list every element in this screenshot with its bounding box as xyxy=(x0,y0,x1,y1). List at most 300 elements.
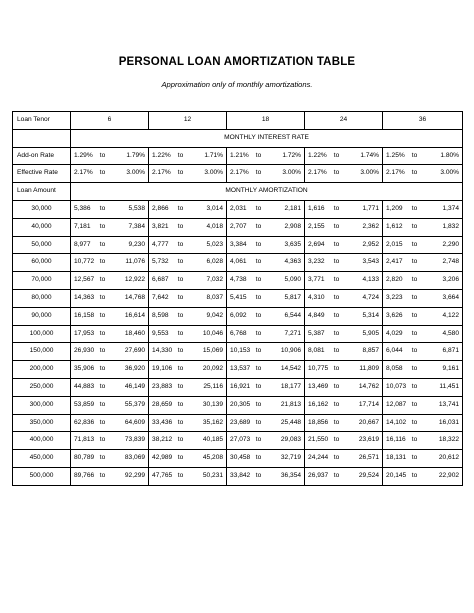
to-separator: to xyxy=(99,436,106,444)
amortization-high: 2,290 xyxy=(422,236,463,254)
amortization-low: 23,883 xyxy=(149,378,174,396)
to-separator: to xyxy=(255,276,262,284)
to-separator: to xyxy=(411,382,418,390)
to-separator: to xyxy=(333,436,340,444)
amortization-low: 2,015 xyxy=(383,236,408,254)
amortization-high: 3,206 xyxy=(422,272,463,290)
amortization-low: 5,415 xyxy=(227,289,252,307)
amortization-high: 8,037 xyxy=(188,289,227,307)
rate-low: 1.25% xyxy=(383,147,408,165)
amortization-high: 26,571 xyxy=(344,450,383,468)
amortization-low: 2,820 xyxy=(383,272,408,290)
amortization-low: 3,223 xyxy=(383,289,408,307)
amortization-low: 10,772 xyxy=(71,254,96,272)
amortization-low: 13,469 xyxy=(305,378,330,396)
to-separator: to xyxy=(333,329,340,337)
table-row xyxy=(13,378,463,396)
amortization-low: 1,616 xyxy=(305,200,330,218)
amortization-high: 55,379 xyxy=(110,396,149,414)
to-separator: to xyxy=(255,329,262,337)
to-separator: to xyxy=(411,276,418,284)
amortization-low: 16,921 xyxy=(227,378,252,396)
to-separator: to xyxy=(255,311,262,319)
to-separator: to xyxy=(255,169,262,177)
table-row xyxy=(13,450,463,468)
amortization-low: 2,866 xyxy=(149,200,174,218)
table-row xyxy=(13,236,463,254)
amortization-high: 64,609 xyxy=(110,414,149,432)
to-separator: to xyxy=(333,454,340,462)
to-separator: to xyxy=(99,204,106,212)
to-separator: to xyxy=(99,240,106,248)
amortization-high: 4,724 xyxy=(344,289,383,307)
loan-amount-cell: 100,000 xyxy=(13,325,71,343)
table-row xyxy=(13,343,463,361)
to-separator: to xyxy=(411,258,418,266)
loan-amount-cell: 90,000 xyxy=(13,307,71,325)
rate-low: 2.17% xyxy=(305,165,330,183)
rate-low: 1.21% xyxy=(227,147,252,165)
table-row xyxy=(13,414,463,432)
amortization-low: 14,330 xyxy=(149,343,174,361)
amortization-high: 1,832 xyxy=(422,218,463,236)
rate-low: 1.22% xyxy=(305,147,330,165)
amortization-low: 80,789 xyxy=(71,450,96,468)
amortization-high: 3,664 xyxy=(422,289,463,307)
amortization-high: 11,809 xyxy=(344,361,383,379)
loan-amount-cell: 50,000 xyxy=(13,236,71,254)
loan-amount-cell: 30,000 xyxy=(13,200,71,218)
amortization-high: 73,839 xyxy=(110,432,149,450)
amortization-high: 5,905 xyxy=(344,325,383,343)
to-separator: to xyxy=(177,347,184,355)
amortization-low: 16,158 xyxy=(71,307,96,325)
amortization-high: 5,538 xyxy=(110,200,149,218)
amortization-low: 10,775 xyxy=(305,361,330,379)
amortization-high: 9,042 xyxy=(188,307,227,325)
amortization-low: 3,232 xyxy=(305,254,330,272)
amortization-low: 42,989 xyxy=(149,450,174,468)
amortization-high: 8,857 xyxy=(344,343,383,361)
amortization-low: 14,363 xyxy=(71,289,96,307)
amortization-low: 10,153 xyxy=(227,343,252,361)
to-separator: to xyxy=(411,347,418,355)
amortization-low: 2,155 xyxy=(305,218,330,236)
amortization-high: 20,667 xyxy=(344,414,383,432)
loan-amount-cell: 150,000 xyxy=(13,343,71,361)
to-separator: to xyxy=(177,311,184,319)
amortization-low: 6,768 xyxy=(227,325,252,343)
amortization-low: 3,771 xyxy=(305,272,330,290)
to-separator: to xyxy=(99,418,106,426)
to-separator: to xyxy=(333,240,340,248)
amortization-low: 24,244 xyxy=(305,450,330,468)
amortization-low: 2,031 xyxy=(227,200,252,218)
amortization-high: 6,544 xyxy=(266,307,305,325)
amortization-low: 30,458 xyxy=(227,450,252,468)
amortization-low: 19,106 xyxy=(149,361,174,379)
amortization-high: 22,902 xyxy=(422,467,463,485)
table-row xyxy=(13,272,463,290)
to-separator: to xyxy=(411,240,418,248)
amortization-low: 8,058 xyxy=(383,361,408,379)
amortization-high: 83,069 xyxy=(110,450,149,468)
table-row xyxy=(13,432,463,450)
to-separator: to xyxy=(99,382,106,390)
amortization-low: 27,073 xyxy=(227,432,252,450)
loan-amount-cell: 400,000 xyxy=(13,432,71,450)
to-separator: to xyxy=(177,329,184,337)
to-separator: to xyxy=(99,258,106,266)
amortization-low: 17,953 xyxy=(71,325,96,343)
to-separator: to xyxy=(333,311,340,319)
tenor-header: 12 xyxy=(149,112,227,130)
amortization-low: 26,937 xyxy=(305,467,330,485)
to-separator: to xyxy=(333,400,340,408)
rate-high: 1.79% xyxy=(110,147,149,165)
loan-amount-cell: 500,000 xyxy=(13,467,71,485)
amortization-high: 11,451 xyxy=(422,378,463,396)
amortization-low: 18,856 xyxy=(305,414,330,432)
to-separator: to xyxy=(177,454,184,462)
to-separator: to xyxy=(99,276,106,284)
to-separator: to xyxy=(99,454,106,462)
amortization-low: 4,061 xyxy=(227,254,252,272)
rate-high: 3.00% xyxy=(188,165,227,183)
amortization-low: 23,689 xyxy=(227,414,252,432)
rate-low: 2.17% xyxy=(227,165,252,183)
to-separator: to xyxy=(255,240,262,248)
amortization-low: 62,836 xyxy=(71,414,96,432)
tenor-header: 18 xyxy=(227,112,305,130)
amortization-high: 11,076 xyxy=(110,254,149,272)
amortization-high: 2,952 xyxy=(344,236,383,254)
rate-low: 2.17% xyxy=(71,165,96,183)
monthly-amortization-heading: MONTHLY AMORTIZATION xyxy=(71,183,463,201)
to-separator: to xyxy=(411,471,418,479)
amortization-header-row xyxy=(13,183,463,201)
rate-high: 3.00% xyxy=(422,165,463,183)
amortization-low: 3,626 xyxy=(383,307,408,325)
amortization-low: 33,436 xyxy=(149,414,174,432)
amortization-high: 14,762 xyxy=(344,378,383,396)
amortization-high: 7,384 xyxy=(110,218,149,236)
amortization-low: 3,821 xyxy=(149,218,174,236)
loan-amount-cell: 300,000 xyxy=(13,396,71,414)
loan-amount-cell: 450,000 xyxy=(13,450,71,468)
to-separator: to xyxy=(177,382,184,390)
amortization-high: 2,181 xyxy=(266,200,305,218)
amortization-high: 35,162 xyxy=(188,414,227,432)
amortization-low: 2,417 xyxy=(383,254,408,272)
amortization-low: 3,384 xyxy=(227,236,252,254)
rate-high: 3.00% xyxy=(344,165,383,183)
rate-low: 2.17% xyxy=(383,165,408,183)
amortization-high: 9,161 xyxy=(422,361,463,379)
amortization-low: 35,906 xyxy=(71,361,96,379)
monthly-interest-rate-heading: MONTHLY INTEREST RATE xyxy=(71,129,463,147)
amortization-high: 15,069 xyxy=(188,343,227,361)
amortization-low: 89,766 xyxy=(71,467,96,485)
amortization-high: 46,149 xyxy=(110,378,149,396)
to-separator: to xyxy=(411,311,418,319)
effective-rate-row xyxy=(13,165,463,183)
amortization-high: 14,768 xyxy=(110,289,149,307)
to-separator: to xyxy=(99,222,106,230)
to-separator: to xyxy=(411,365,418,373)
table-row xyxy=(13,218,463,236)
amortization-low: 14,102 xyxy=(383,414,408,432)
amortization-high: 21,813 xyxy=(266,396,305,414)
add-on-rate-label: Add-on Rate xyxy=(13,147,71,165)
rate-high: 3.00% xyxy=(266,165,305,183)
to-separator: to xyxy=(99,347,106,355)
amortization-low: 53,859 xyxy=(71,396,96,414)
amortization-high: 3,543 xyxy=(344,254,383,272)
to-separator: to xyxy=(255,258,262,266)
to-separator: to xyxy=(177,276,184,284)
amortization-high: 25,448 xyxy=(266,414,305,432)
amortization-high: 29,524 xyxy=(344,467,383,485)
amortization-high: 23,619 xyxy=(344,432,383,450)
to-separator: to xyxy=(333,293,340,301)
to-separator: to xyxy=(255,454,262,462)
rate-high: 1.71% xyxy=(188,147,227,165)
to-separator: to xyxy=(333,276,340,284)
amortization-high: 40,185 xyxy=(188,432,227,450)
amortization-low: 5,732 xyxy=(149,254,174,272)
to-separator: to xyxy=(255,471,262,479)
amortization-high: 10,046 xyxy=(188,325,227,343)
to-separator: to xyxy=(333,347,340,355)
amortization-high: 5,023 xyxy=(188,236,227,254)
rate-high: 1.80% xyxy=(422,147,463,165)
amortization-high: 13,741 xyxy=(422,396,463,414)
amortization-low: 5,387 xyxy=(305,325,330,343)
to-separator: to xyxy=(177,293,184,301)
to-separator: to xyxy=(99,365,106,373)
amortization-low: 4,777 xyxy=(149,236,174,254)
amortization-high: 4,580 xyxy=(422,325,463,343)
blank-cell xyxy=(13,129,71,147)
loan-amount-cell: 70,000 xyxy=(13,272,71,290)
amortization-high: 6,028 xyxy=(188,254,227,272)
to-separator: to xyxy=(333,169,340,177)
amortization-low: 6,092 xyxy=(227,307,252,325)
amortization-low: 71,813 xyxy=(71,432,96,450)
add-on-rate-row xyxy=(13,147,463,165)
loan-amount-cell: 250,000 xyxy=(13,378,71,396)
amortization-low: 6,044 xyxy=(383,343,408,361)
amortization-high: 30,139 xyxy=(188,396,227,414)
amortization-high: 27,690 xyxy=(110,343,149,361)
amortization-high: 18,177 xyxy=(266,378,305,396)
to-separator: to xyxy=(255,382,262,390)
rate-low: 2.17% xyxy=(149,165,174,183)
amortization-high: 2,908 xyxy=(266,218,305,236)
page-title: PERSONAL LOAN AMORTIZATION TABLE xyxy=(118,56,356,68)
amortization-low: 20,145 xyxy=(383,467,408,485)
amortization-high: 29,083 xyxy=(266,432,305,450)
rate-high: 3.00% xyxy=(110,165,149,183)
tenor-header: 6 xyxy=(71,112,149,130)
to-separator: to xyxy=(99,311,106,319)
amortization-high: 4,363 xyxy=(266,254,305,272)
tenor-header: 24 xyxy=(305,112,383,130)
to-separator: to xyxy=(333,151,340,159)
amortization-high: 36,920 xyxy=(110,361,149,379)
amortization-high: 16,614 xyxy=(110,307,149,325)
amortization-high: 20,612 xyxy=(422,450,463,468)
amortization-low: 16,162 xyxy=(305,396,330,414)
to-separator: to xyxy=(333,365,340,373)
amortization-low: 28,659 xyxy=(149,396,174,414)
to-separator: to xyxy=(99,169,106,177)
table-row xyxy=(13,289,463,307)
rate-low: 1.29% xyxy=(71,147,96,165)
amortization-low: 4,849 xyxy=(305,307,330,325)
to-separator: to xyxy=(333,204,340,212)
to-separator: to xyxy=(255,222,262,230)
to-separator: to xyxy=(255,418,262,426)
amortization-high: 3,014 xyxy=(188,200,227,218)
to-separator: to xyxy=(333,382,340,390)
loan-amount-cell: 350,000 xyxy=(13,414,71,432)
to-separator: to xyxy=(255,365,262,373)
amortization-high: 16,031 xyxy=(422,414,463,432)
to-separator: to xyxy=(333,222,340,230)
amortization-low: 26,930 xyxy=(71,343,96,361)
amortization-low: 8,977 xyxy=(71,236,96,254)
to-separator: to xyxy=(333,418,340,426)
loan-amount-cell: 200,000 xyxy=(13,361,71,379)
amortization-low: 6,687 xyxy=(149,272,174,290)
amortization-high: 12,922 xyxy=(110,272,149,290)
table-row xyxy=(13,467,463,485)
interest-rate-header-row xyxy=(13,129,463,147)
amortization-high: 20,092 xyxy=(188,361,227,379)
amortization-low: 9,553 xyxy=(149,325,174,343)
to-separator: to xyxy=(411,436,418,444)
amortization-high: 25,116 xyxy=(188,378,227,396)
loan-amount-cell: 60,000 xyxy=(13,254,71,272)
table-row xyxy=(13,254,463,272)
amortization-high: 4,133 xyxy=(344,272,383,290)
amortization-low: 33,842 xyxy=(227,467,252,485)
amortization-low: 47,765 xyxy=(149,467,174,485)
amortization-high: 18,460 xyxy=(110,325,149,343)
amortization-low: 8,081 xyxy=(305,343,330,361)
amortization-high: 9,230 xyxy=(110,236,149,254)
amortization-high: 2,748 xyxy=(422,254,463,272)
amortization-high: 4,122 xyxy=(422,307,463,325)
to-separator: to xyxy=(177,418,184,426)
to-separator: to xyxy=(177,436,184,444)
amortization-high: 4,018 xyxy=(188,218,227,236)
amortization-high: 50,231 xyxy=(188,467,227,485)
to-separator: to xyxy=(177,151,184,159)
amortization-low: 2,694 xyxy=(305,236,330,254)
amortization-high: 10,906 xyxy=(266,343,305,361)
amortization-high: 36,354 xyxy=(266,467,305,485)
amortization-low: 12,087 xyxy=(383,396,408,414)
to-separator: to xyxy=(411,293,418,301)
to-separator: to xyxy=(411,151,418,159)
effective-rate-label: Effective Rate xyxy=(13,165,71,183)
amortization-low: 5,386 xyxy=(71,200,96,218)
to-separator: to xyxy=(255,347,262,355)
to-separator: to xyxy=(255,293,262,301)
table-row xyxy=(13,307,463,325)
amortization-low: 4,310 xyxy=(305,289,330,307)
amortization-high: 2,362 xyxy=(344,218,383,236)
amortization-high: 32,719 xyxy=(266,450,305,468)
to-separator: to xyxy=(177,240,184,248)
to-separator: to xyxy=(411,418,418,426)
to-separator: to xyxy=(177,204,184,212)
to-separator: to xyxy=(411,400,418,408)
to-separator: to xyxy=(99,471,106,479)
table-row xyxy=(13,325,463,343)
to-separator: to xyxy=(99,400,106,408)
to-separator: to xyxy=(177,258,184,266)
amortization-low: 7,642 xyxy=(149,289,174,307)
to-separator: to xyxy=(411,329,418,337)
amortization-high: 6,871 xyxy=(422,343,463,361)
amortization-table xyxy=(12,111,463,486)
amortization-low: 21,550 xyxy=(305,432,330,450)
to-separator: to xyxy=(177,169,184,177)
to-separator: to xyxy=(411,169,418,177)
to-separator: to xyxy=(333,471,340,479)
rate-high: 1.72% xyxy=(266,147,305,165)
page-subtitle: Approximation only of monthly amortizations. xyxy=(161,80,313,89)
to-separator: to xyxy=(255,204,262,212)
amortization-low: 2,707 xyxy=(227,218,252,236)
loan-amount-cell: 80,000 xyxy=(13,289,71,307)
amortization-low: 4,738 xyxy=(227,272,252,290)
amortization-low: 8,598 xyxy=(149,307,174,325)
amortization-high: 18,322 xyxy=(422,432,463,450)
amortization-high: 3,635 xyxy=(266,236,305,254)
amortization-low: 1,612 xyxy=(383,218,408,236)
amortization-low: 1,209 xyxy=(383,200,408,218)
loan-amount-cell: 40,000 xyxy=(13,218,71,236)
table-row xyxy=(13,200,463,218)
amortization-low: 12,567 xyxy=(71,272,96,290)
amortization-high: 5,314 xyxy=(344,307,383,325)
amortization-high: 17,714 xyxy=(344,396,383,414)
amortization-high: 14,542 xyxy=(266,361,305,379)
to-separator: to xyxy=(99,151,106,159)
amortization-low: 18,131 xyxy=(383,450,408,468)
loan-tenor-row xyxy=(13,112,463,130)
to-separator: to xyxy=(177,365,184,373)
to-separator: to xyxy=(411,454,418,462)
amortization-low: 44,883 xyxy=(71,378,96,396)
amortization-high: 1,374 xyxy=(422,200,463,218)
amortization-high: 7,032 xyxy=(188,272,227,290)
amortization-low: 16,116 xyxy=(383,432,408,450)
loan-tenor-label: Loan Tenor xyxy=(13,112,71,130)
amortization-high: 45,208 xyxy=(188,450,227,468)
amortization-low: 38,212 xyxy=(149,432,174,450)
to-separator: to xyxy=(177,471,184,479)
table-row xyxy=(13,396,463,414)
to-separator: to xyxy=(255,151,262,159)
amortization-low: 20,305 xyxy=(227,396,252,414)
rate-low: 1.22% xyxy=(149,147,174,165)
